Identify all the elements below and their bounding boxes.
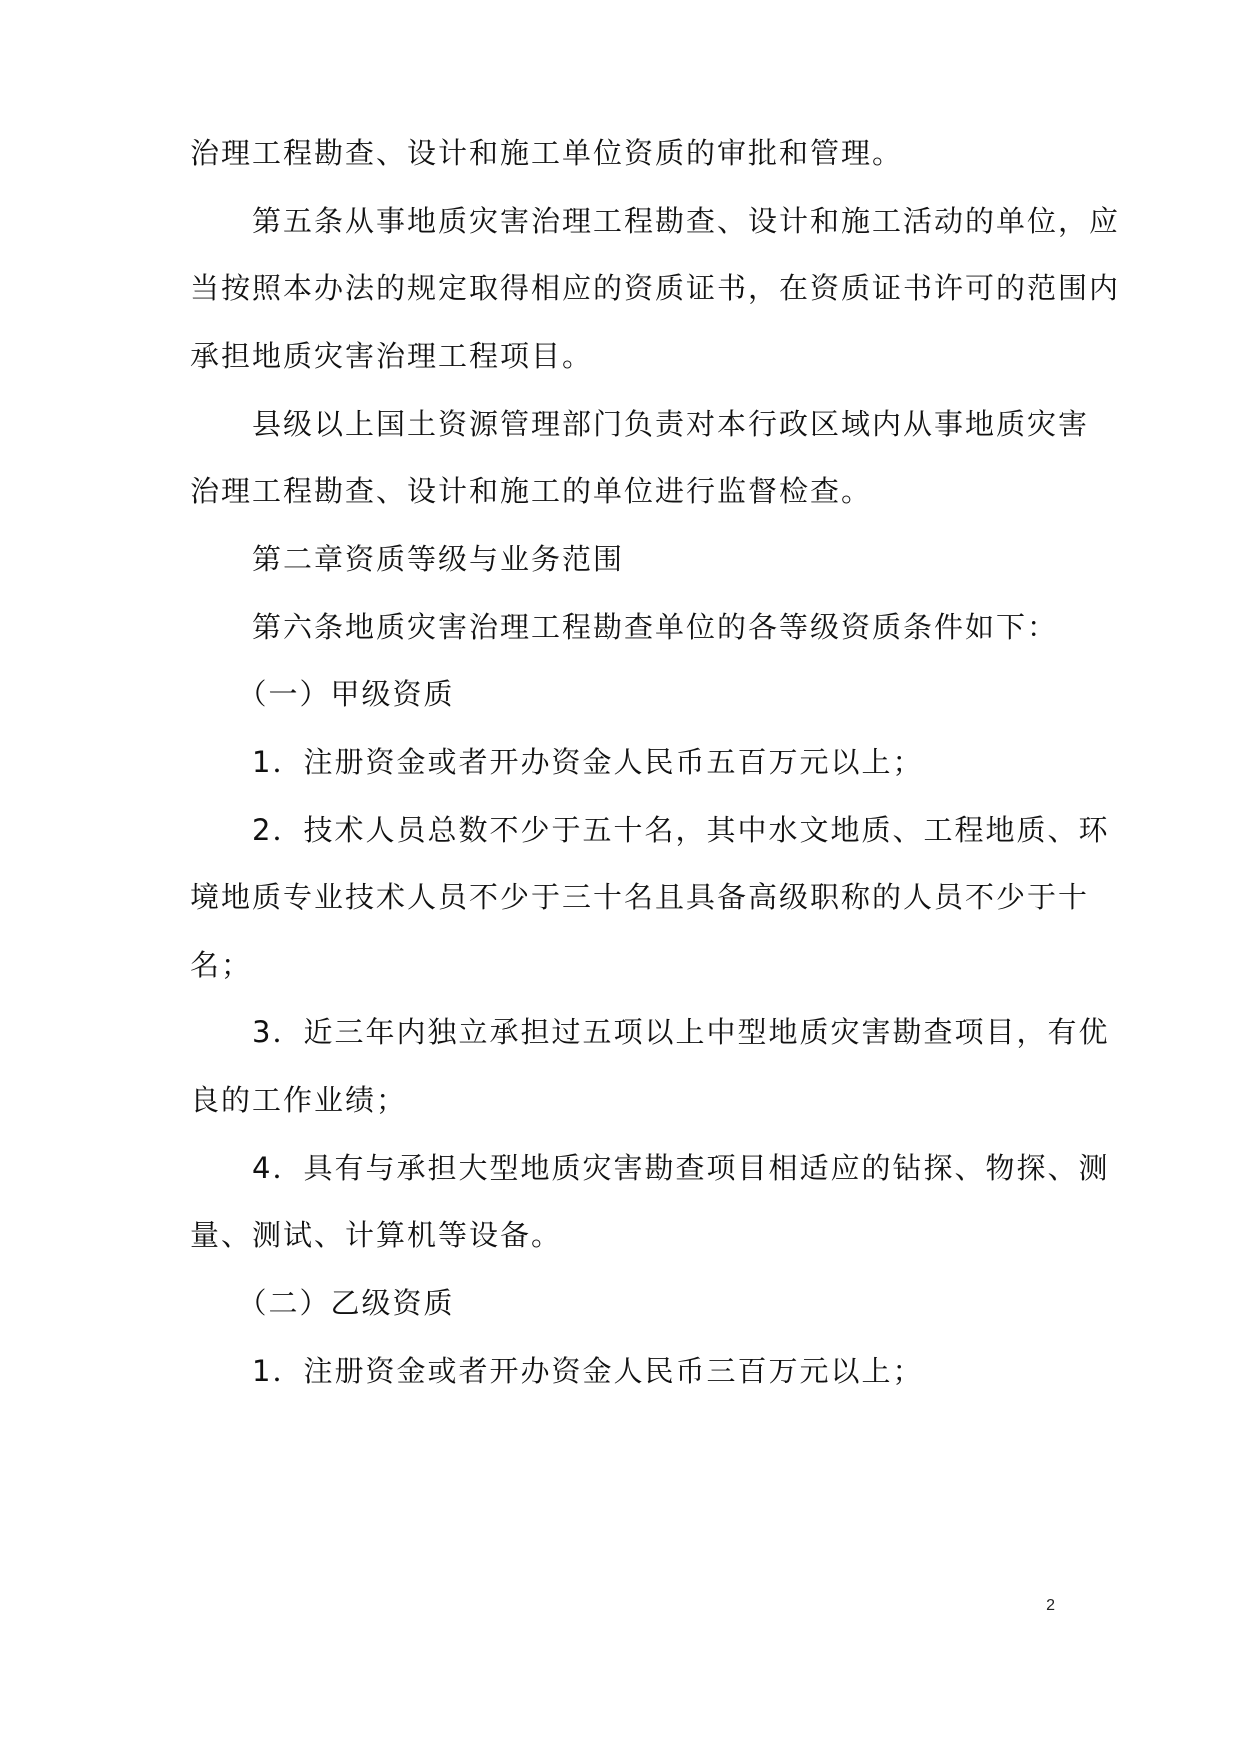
text-line: 4．具有与承担大型地质灾害勘查项目相适应的钻探、物探、测 — [190, 1151, 1110, 1185]
section-heading: （一）甲级资质 — [190, 677, 455, 711]
text-line: 1．注册资金或者开办资金人民币三百万元以上； — [190, 1354, 924, 1388]
section-heading: （二）乙级资质 — [190, 1286, 455, 1320]
text-line: 量、测试、计算机等设备。 — [190, 1218, 563, 1252]
text-line: 县级以上国土资源管理部门负责对本行政区域内从事地质灾害 — [190, 407, 1090, 441]
text-line: 治理工程勘查、设计和施工的单位进行监督检查。 — [190, 474, 873, 508]
text-line: 第六条地质灾害治理工程勘查单位的各等级资质条件如下： — [190, 610, 1059, 644]
text-line: 治理工程勘查、设计和施工单位资质的审批和管理。 — [190, 136, 904, 170]
text-line: 3．近三年内独立承担过五项以上中型地质灾害勘查项目，有优 — [190, 1015, 1110, 1049]
text-line: 承担地质灾害治理工程项目。 — [190, 339, 594, 373]
text-line: 名； — [190, 948, 253, 982]
text-line: 1．注册资金或者开办资金人民币五百万元以上； — [190, 745, 924, 779]
text-line: 境地质专业技术人员不少于三十名且具备高级职称的人员不少于十 — [190, 880, 1090, 914]
chapter-heading: 第二章资质等级与业务范围 — [190, 542, 625, 576]
text-line: 当按照本办法的规定取得相应的资质证书，在资质证书许可的范围内 — [190, 271, 1121, 305]
text-line: 第五条从事地质灾害治理工程勘查、设计和施工活动的单位，应 — [190, 204, 1121, 238]
page-number: 2 — [1046, 1597, 1055, 1614]
text-line: 2．技术人员总数不少于五十名，其中水文地质、工程地质、环 — [190, 813, 1110, 847]
text-line: 良的工作业绩； — [190, 1083, 408, 1117]
